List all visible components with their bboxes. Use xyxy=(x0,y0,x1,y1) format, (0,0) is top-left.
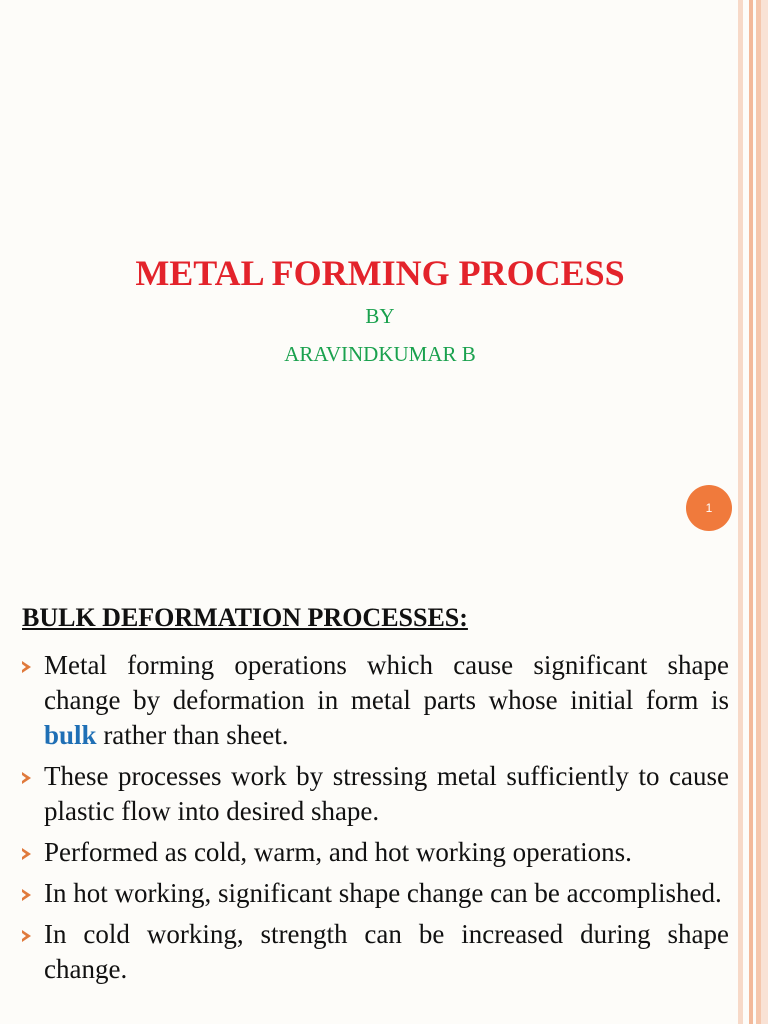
arrow-bullet-icon xyxy=(22,848,31,860)
list-item xyxy=(22,917,729,987)
by-label: BY xyxy=(365,304,395,328)
list-item xyxy=(22,648,729,753)
list-item xyxy=(22,876,729,911)
bullet-text: Metal forming operations which cause significant shape change by deformation in metal parts whose initial form is xyxy=(44,650,729,715)
list-item xyxy=(22,759,729,829)
bullet-text: rather than sheet. xyxy=(96,720,289,750)
decorative-stripes xyxy=(738,576,768,1024)
arrow-bullet-icon xyxy=(22,889,31,901)
content-slide xyxy=(0,576,768,1024)
list-item xyxy=(22,835,729,870)
bullet-text: In hot working, significant shape change can be accomplished. xyxy=(44,878,722,908)
author-name: ARAVINDKUMAR B xyxy=(284,342,476,366)
arrow-bullet-icon xyxy=(22,930,31,942)
page-number-badge: 1 xyxy=(686,485,732,531)
bullet-text: These processes work by stressing metal sufficiently to cause plastic flow into desired shape. xyxy=(44,761,729,826)
slide-title: METAL FORMING PROCESS xyxy=(135,253,625,293)
section-heading: BULK DEFORMATION PROCESSES: xyxy=(22,603,468,632)
arrow-bullet-icon xyxy=(22,661,31,673)
bullet-text: In cold working, strength can be increased during shape change. xyxy=(44,919,729,984)
highlight-word: bulk xyxy=(44,720,97,750)
bullet-text: Performed as cold, warm, and hot working operations. xyxy=(44,837,632,867)
arrow-bullet-icon xyxy=(22,772,31,784)
bullet-list xyxy=(22,648,729,993)
